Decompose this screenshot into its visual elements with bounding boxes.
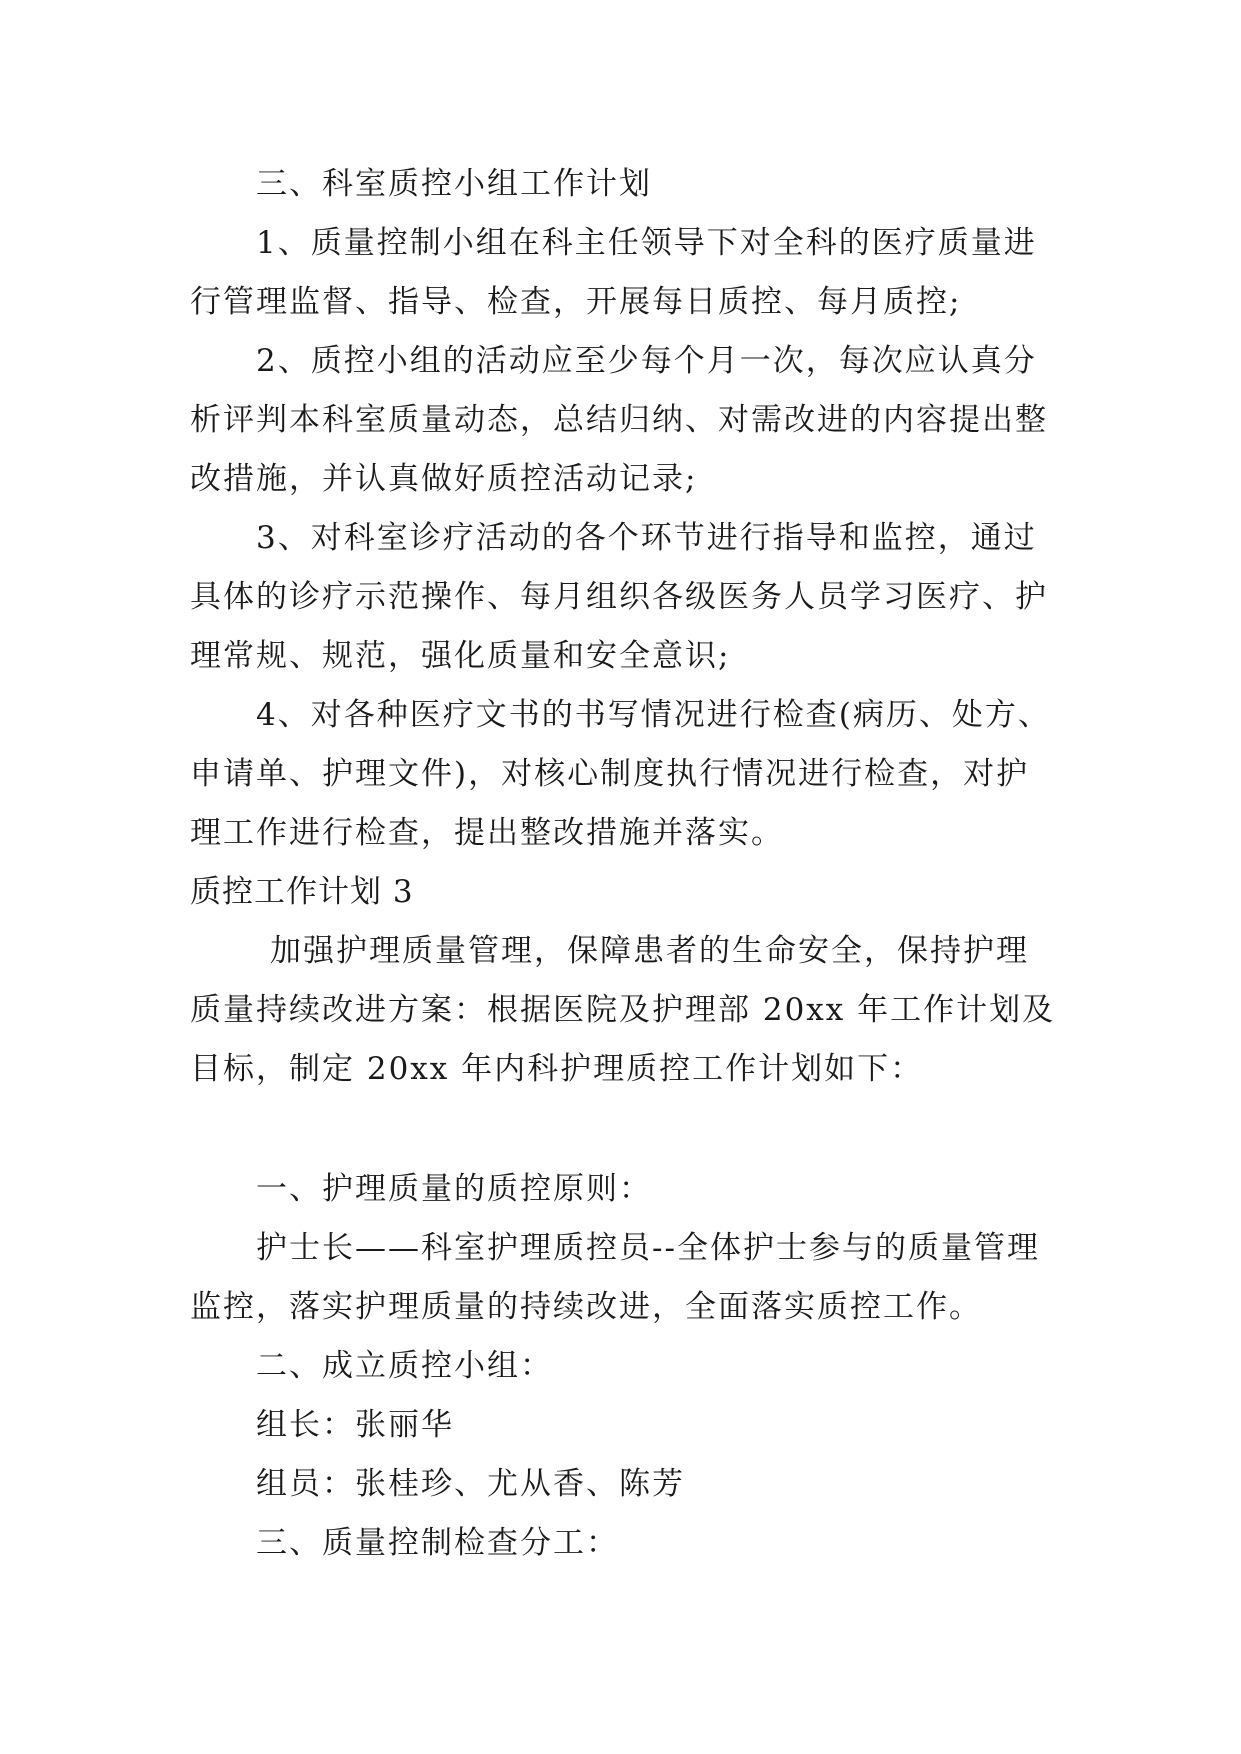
paragraph-line: 析评判本科室质量动态，总结归纳、对需改进的内容提出整 [190, 402, 1048, 438]
section-heading: 二、成立质控小组： [256, 1348, 553, 1384]
blank-line [190, 1099, 1070, 1160]
paragraph-line: 1、质量控制小组在科主任领导下对全科的医疗质量进 [256, 225, 1037, 261]
document-body [190, 155, 1070, 1573]
paragraph-line: 4、对各种医疗文书的书写情况进行检查(病历、处方、 [256, 697, 1051, 733]
section-heading: 三、质量控制检查分工： [256, 1525, 619, 1561]
section-heading: 三、科室质控小组工作计划 [256, 166, 652, 202]
paragraph-line: 质量持续改进方案：根据医院及护理部 20xx 年工作计划及 [190, 992, 1056, 1028]
group-leader: 组长：张丽华 [256, 1407, 454, 1443]
paragraph-line: 3、对科室诊疗活动的各个环节进行指导和监控，通过 [256, 520, 1037, 556]
paragraph-line: 行管理监督、指导、检查，开展每日质控、每月质控; [190, 284, 962, 320]
paragraph-line: 护士长——科室护理质控员--全体护士参与的质量管理 [256, 1230, 1040, 1266]
paragraph-line: 改措施，并认真做好质控活动记录; [190, 461, 698, 497]
paragraph-line: 目标，制定 20xx 年内科护理质控工作计划如下： [190, 1051, 924, 1087]
section-heading: 一、护理质量的质控原则： [256, 1171, 652, 1207]
group-members: 组员：张桂珍、尤从香、陈芳 [256, 1466, 685, 1502]
plan-title: 质控工作计划 3 [190, 874, 414, 910]
paragraph-line: 加强护理质量管理，保障患者的生命安全，保持护理 [270, 933, 1029, 969]
paragraph-line: 理常规、规范，强化质量和安全意识; [190, 638, 731, 674]
paragraph-line: 2、质控小组的活动应至少每个月一次，每次应认真分 [256, 343, 1037, 379]
paragraph-line: 理工作进行检查，提出整改措施并落实。 [190, 815, 784, 851]
paragraph-line: 具体的诊疗示范操作、每月组织各级医务人员学习医疗、护 [190, 579, 1048, 615]
paragraph-line: 监控，落实护理质量的持续改进，全面落实质控工作。 [190, 1289, 982, 1325]
paragraph-line: 申请单、护理文件)，对核心制度执行情况进行检查，对护 [190, 756, 1030, 792]
